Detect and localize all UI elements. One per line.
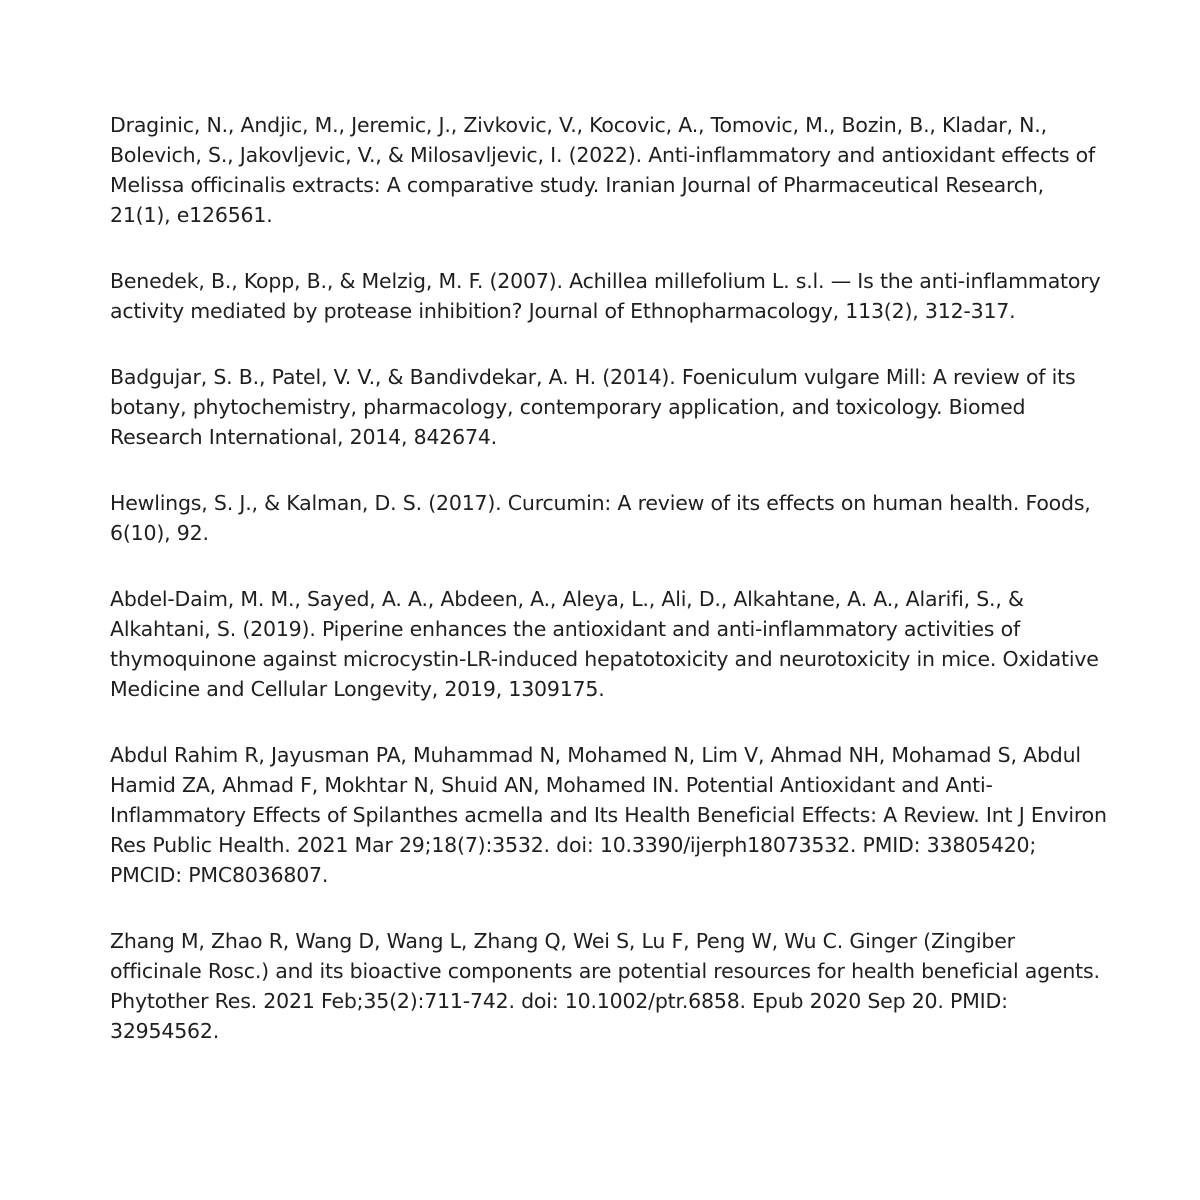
reference-entry: Draginic, N., Andjic, M., Jeremic, J., Zivkovic, V., Kocovic, A., Tomovic, M., Bozin, B., Kladar, N., Bolevich, S., Jakovljevic, V., & Milosavljevic, I. (2022). Anti-inflammatory and antioxidant effects of Melissa officinalis extracts: A comparative study. Iranian Journal of Pharmaceutical Research, 21(1), e126561. <box>110 113 1096 227</box>
reference-entry: Zhang M, Zhao R, Wang D, Wang L, Zhang Q, Wei S, Lu F, Peng W, Wu C. Ginger (Zingiber officinale Rosc.) and its bioactive components are potential resources for health beneficial agents. Phytother Res. 2021 Feb;35(2):711-742. doi: 10.1002/ptr.6858. Epub 2020 Sep 20. PMID: 32954562. <box>110 929 1100 1043</box>
reference-entry: Abdel-Daim, M. M., Sayed, A. A., Abdeen, A., Aleya, L., Ali, D., Alkahtane, A. A., Alarifi, S., & Alkahtani, S. (2019). Piperine enhances the antioxidant and anti-inflammatory activities of thymoquinone against microcystin-LR-induced hepatotoxicity and neurotoxicity in mice. Oxidative Medicine and Cellular Longevity, 2019, 1309175. <box>110 587 1099 701</box>
reference-entry: Abdul Rahim R, Jayusman PA, Muhammad N, Mohamed N, Lim V, Ahmad NH, Mohamad S, Abdul Hamid ZA, Ahmad F, Mokhtar N, Shuid AN, Mohamed IN. Potential Antioxidant and Anti-Inflammatory Effects of Spilanthes acmella and Its Health Beneficial Effects: A Review. Int J Environ Res Public Health. 2021 Mar 29;18(7):3532. doi: 10.3390/ijerph18073532. PMID: 33805420; PMCID: PMC8036807. <box>110 743 1107 887</box>
reference-entry: Hewlings, S. J., & Kalman, D. S. (2017). Curcumin: A review of its effects on human health. Foods, 6(10), 92. <box>110 491 1091 545</box>
reference-entry: Benedek, B., Kopp, B., & Melzig, M. F. (2007). Achillea millefolium L. s.l. — Is the anti-inflammatory activity mediated by protease inhibition? Journal of Ethnopharmacology, 113(2), 312-317. <box>110 269 1101 323</box>
reference-entry: Badgujar, S. B., Patel, V. V., & Bandivdekar, A. H. (2014). Foeniculum vulgare Mill: A review of its botany, phytochemistry, pharmacology, contemporary application, and toxicology. Biomed Research International, 2014, 842674. <box>110 365 1076 449</box>
reference-list <box>110 110 1110 1046</box>
